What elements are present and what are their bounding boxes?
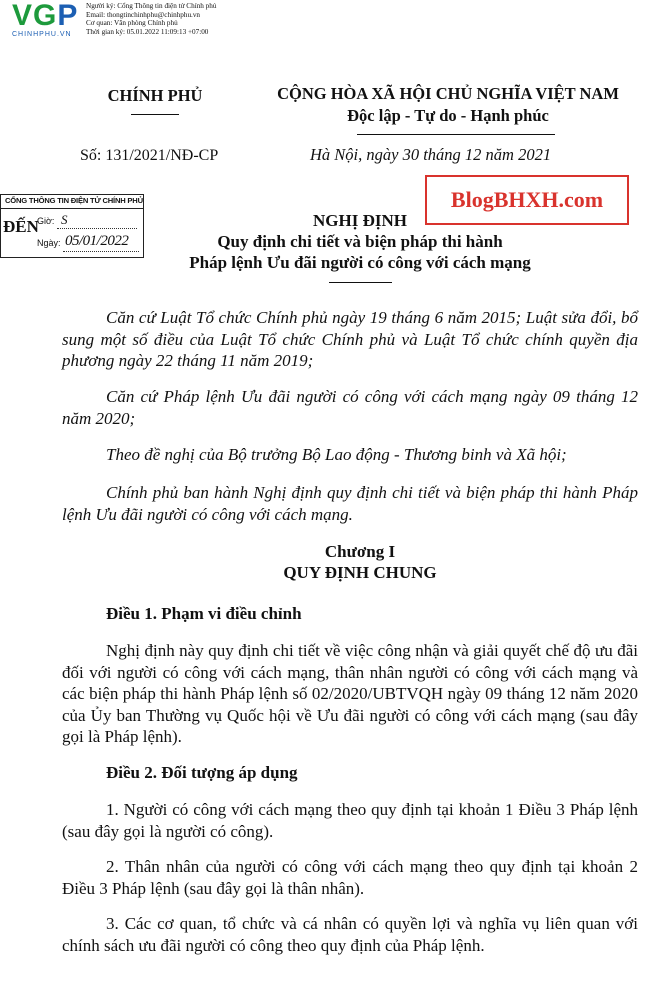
stamp-date-value: 05/01/2022: [65, 233, 129, 249]
signature-email: Email: thongtinchinhphu@chinhphu.vn: [86, 10, 201, 19]
vgp-logo-subtitle: CHINHPHU.VN: [12, 31, 72, 38]
stamp-den-label: ĐẾN: [3, 217, 39, 236]
title-underline: [329, 282, 392, 283]
article-2-heading: Điều 2. Đối tượng áp dụng: [106, 763, 298, 782]
signature-agency: Cơ quan: Văn phòng Chính phủ: [86, 19, 178, 28]
preamble-paragraph: Theo đề nghị của Bộ trưởng Bộ Lao động - Thương binh và Xã hội;: [106, 445, 567, 464]
chapter-number: Chương I: [324, 542, 396, 561]
signature-signer: Người ký: Cổng Thông tin điện tử Chính phủ: [86, 2, 217, 10]
article-1-heading: Điều 1. Phạm vi điều chỉnh: [106, 604, 302, 623]
preamble-paragraph: Chính phủ ban hành Nghị định quy định chi tiết và biện pháp thi hành Pháp lệnh Ưu đãi người có công với cách mạng.: [62, 483, 638, 524]
article-1-body: Nghị định này quy định chi tiết về việc công nhận và giải quyết chế độ ưu đãi đối với người có công với cách mạng, thân nhân người có công với cách mạng và các biện pháp thi hành Pháp lệnh số 02/2020/UBTVQH ngày 09 tháng 12 năm 2020 của Ủy ban Thường vụ Quốc hội về Ưu đãi người có công với cách mạng (sau đây gọi là Pháp lệnh).: [62, 641, 638, 746]
signature-time: Thời gian ký: 05.01.2022 11:09:13 +07:00: [86, 27, 209, 36]
article-2-item: 1. Người có công với cách mạng theo quy định tại khoản 1 Điều 3 Pháp lệnh (sau đây gọi là người có công).: [62, 800, 638, 841]
chapter-name: QUY ĐỊNH CHUNG: [283, 563, 437, 582]
country-name: CỘNG HÒA XÃ HỘI CHỦ NGHĨA VIỆT NAM: [277, 84, 619, 103]
national-motto: Độc lập - Tự do - Hạnh phúc: [347, 106, 549, 125]
document-type: NGHỊ ĐỊNH: [313, 211, 407, 230]
stamp-divider: [1, 208, 143, 209]
stamp-date-label: Ngày:: [37, 238, 61, 248]
watermark-text: BlogBHXH.com: [450, 187, 604, 212]
preamble-paragraph: Căn cứ Pháp lệnh Ưu đãi người có công với cách mạng ngày 09 tháng 12 năm 2020;: [62, 387, 638, 428]
article-2-item: 3. Các cơ quan, tổ chức và cá nhân có quyền lợi và nghĩa vụ liên quan với chính sách ưu đãi người có công theo quy định của Pháp lệnh.: [62, 914, 638, 955]
motto-underline: [357, 134, 555, 135]
place-and-date: Hà Nội, ngày 30 tháng 12 năm 2021: [310, 145, 552, 164]
document-number: Số: 131/2021/NĐ-CP: [80, 147, 219, 164]
stamp-time-label: Giờ:: [37, 216, 55, 226]
stamp-title: CỔNG THÔNG TIN ĐIỆN TỬ CHÍNH PHỦ: [5, 196, 143, 205]
issuing-agency: CHÍNH PHỦ: [107, 86, 203, 105]
agency-underline: [131, 114, 179, 115]
stamp-time-value: S: [61, 212, 68, 227]
digital-signature-info: [86, 2, 216, 36]
article-2-item: 2. Thân nhân của người có công với cách mạng theo quy định tại khoản 2 Điều 3 Pháp lệnh (sau đây gọi là thân nhân).: [62, 857, 638, 898]
vgp-logo: VGP: [12, 0, 79, 32]
document-title-line2: Pháp lệnh Ưu đãi người có công với cách mạng: [189, 253, 531, 272]
preamble-paragraph: Căn cứ Luật Tổ chức Chính phủ ngày 19 tháng 6 năm 2015; Luật sửa đổi, bổ sung một số điều của Luật Tổ chức Chính phủ và Luật Tổ chức chính quyền địa phương ngày 22 tháng 11 năm 2019;: [62, 308, 638, 370]
document-title-line1: Quy định chi tiết và biện pháp thi hành: [217, 232, 503, 251]
